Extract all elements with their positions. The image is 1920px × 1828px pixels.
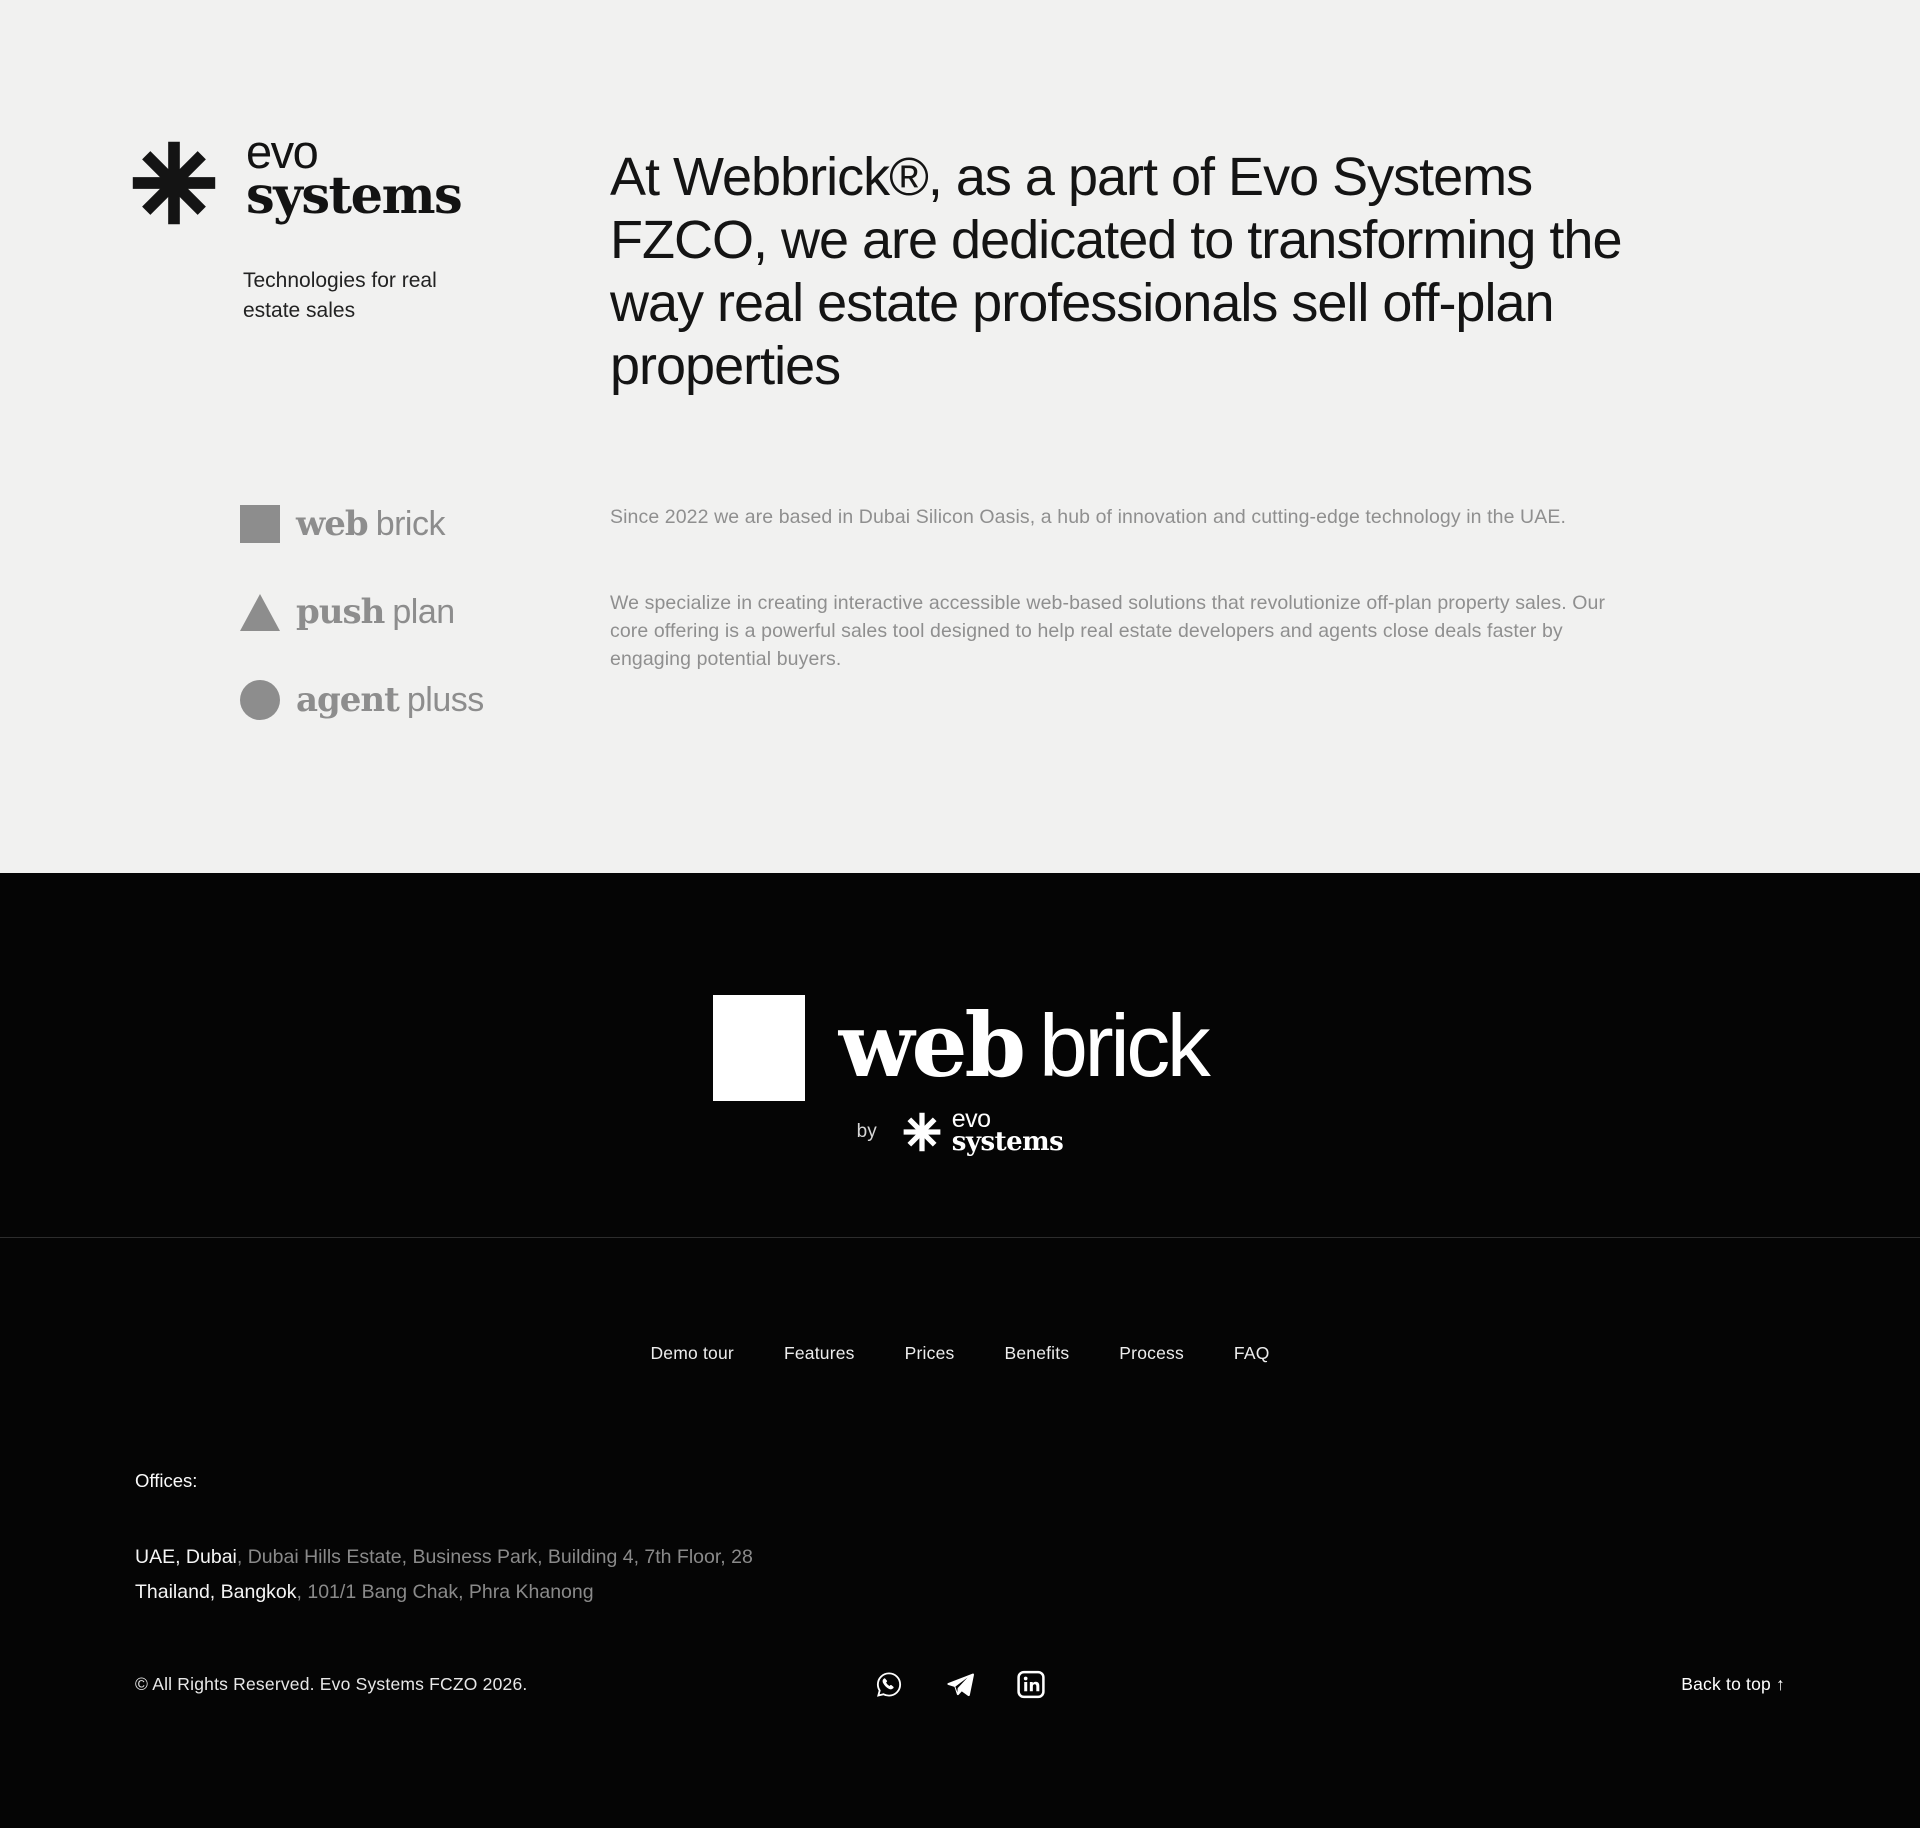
- about-paragraph-2: We specialize in creating interactive accessible web-based solutions that revolutionize off-plan property sales. Our core offering is a powerful sales tool designed to help real estate developers and agents close deals faster by engaging potential buyers.: [610, 592, 1606, 670]
- linkedin-icon[interactable]: [1016, 1669, 1047, 1700]
- about-section: [0, 0, 1920, 873]
- office-addresses: [135, 1540, 753, 1610]
- by-label: by: [856, 1120, 877, 1142]
- webbrick-logo-section: [0, 873, 1920, 1238]
- evo-asterisk-icon: [131, 140, 217, 226]
- nav-link-benefits[interactable]: Benefits: [1004, 1343, 1070, 1363]
- product-webbrick[interactable]: [240, 504, 484, 544]
- footer: [0, 1238, 1920, 1828]
- product-list: [240, 504, 484, 768]
- evo-asterisk-icon: [901, 1111, 943, 1153]
- office-line-bangkok: Thailand, Bangkok, 101/1 Bang Chak, Phra Khanong: [135, 1581, 594, 1603]
- product-name: agent pluss: [296, 680, 484, 720]
- circle-icon: [240, 680, 280, 720]
- product-name: web brick: [296, 504, 445, 544]
- nav-link-process[interactable]: Process: [1119, 1343, 1184, 1363]
- webbrick-square-icon: [713, 995, 805, 1101]
- evo-systems-wordmark-small: evo systems: [951, 1105, 1064, 1157]
- nav-link-faq[interactable]: FAQ: [1233, 1343, 1270, 1363]
- about-heading: At Webbrick®, as a part of Evo Systems FZCO, we are dedicated to transforming the way real estate professionals sell off-plan properties: [610, 147, 1622, 396]
- footer-nav: [0, 1343, 1920, 1364]
- about-paragraph-1: Since 2022 we are based in Dubai Silicon Oasis, a hub of innovation and cutting-edge technology in the UAE.: [610, 506, 1566, 528]
- product-name: push plan: [296, 592, 455, 632]
- product-pushplan[interactable]: [240, 592, 484, 632]
- tagline-line: Technologies for real: [243, 269, 437, 292]
- logo-word-evo: evo: [246, 125, 318, 178]
- nav-link-features[interactable]: Features: [783, 1343, 855, 1363]
- product-agentpluss[interactable]: [240, 680, 484, 720]
- evo-systems-wordmark: [246, 125, 462, 226]
- nav-link-demo-tour[interactable]: Demo tour: [650, 1343, 734, 1363]
- tagline-line: estate sales: [243, 299, 356, 322]
- webbrick-wordmark: web brick: [838, 992, 1208, 1097]
- whatsapp-icon[interactable]: [874, 1669, 905, 1700]
- square-icon: [240, 505, 280, 543]
- logo-word-systems: systems: [246, 166, 462, 226]
- back-to-top-link[interactable]: Back to top ↑: [1681, 1673, 1785, 1694]
- footer-bottom-row: [135, 1666, 1785, 1702]
- webbrick-logo: [713, 992, 1208, 1101]
- office-line-dubai: UAE, Dubai, Dubai Hills Estate, Business Park, Building 4, 7th Floor, 28: [135, 1546, 753, 1568]
- social-links: [874, 1669, 1047, 1700]
- offices-label: Offices:: [135, 1470, 198, 1491]
- triangle-icon: [240, 594, 280, 631]
- telegram-icon[interactable]: [945, 1669, 976, 1700]
- evo-systems-logo: [131, 125, 462, 226]
- nav-link-prices[interactable]: Prices: [904, 1343, 955, 1363]
- by-evo-systems: [856, 1105, 1064, 1157]
- brand-tagline: [243, 266, 437, 326]
- copyright-text: © All Rights Reserved. Evo Systems FCZO 2026.: [135, 1673, 528, 1694]
